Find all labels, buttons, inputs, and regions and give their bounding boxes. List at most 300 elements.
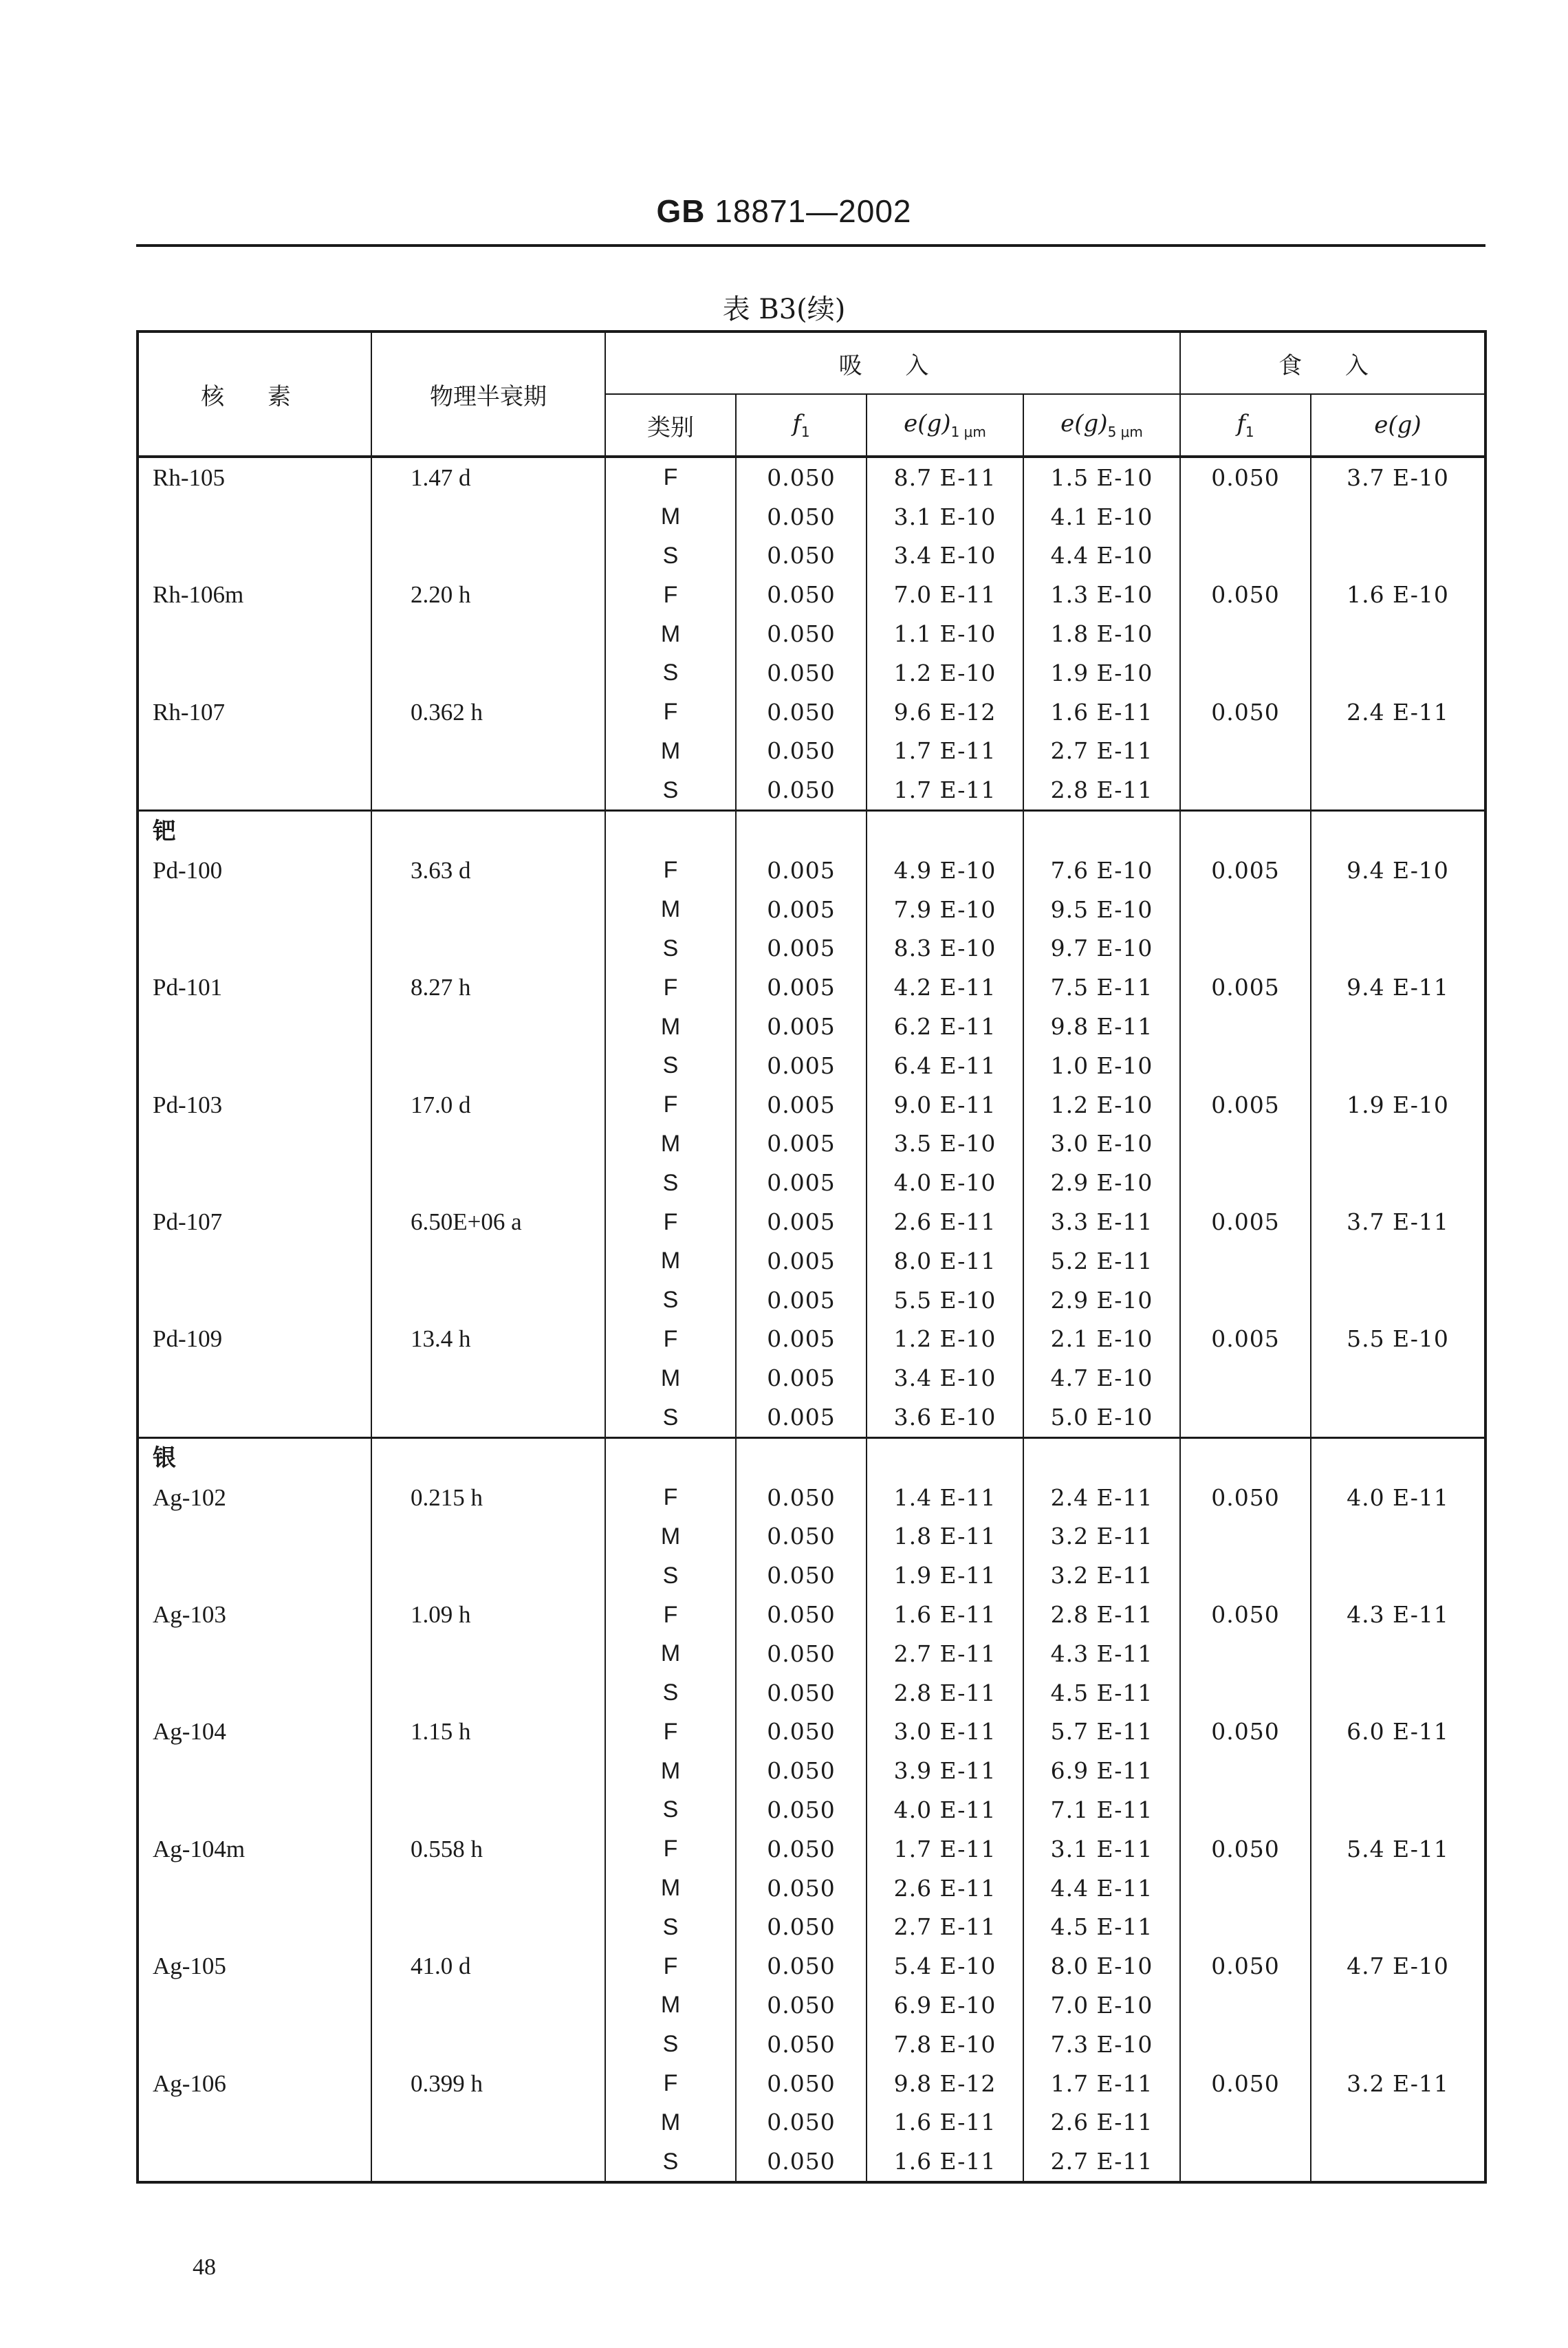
nuclide-cell: Rh-106m [138, 575, 371, 614]
table-row [138, 614, 1485, 653]
absorption-type-cell: M [605, 1007, 736, 1046]
e-5um-cell: 2.9 E-10 [1023, 1163, 1180, 1202]
nuclide-cell: Pd-107 [138, 1202, 371, 1241]
half-life-cell: 8.27 h [371, 968, 605, 1007]
absorption-type-cell: S [605, 1163, 736, 1202]
half-life-cell: 3.63 d [371, 851, 605, 890]
f1-ingestion-cell [1180, 1281, 1311, 1320]
e-ingestion-cell [1311, 1673, 1485, 1713]
f1-ingestion-cell [1180, 2025, 1311, 2064]
e-ingestion-cell [1311, 1556, 1485, 1595]
empty-cell [1180, 1437, 1311, 1477]
f1-ingestion-cell [1180, 1634, 1311, 1673]
col-header-e-ingestion: e(g) [1311, 394, 1485, 457]
f1-cell: 0.005 [736, 1202, 867, 1241]
standard-header [0, 193, 1568, 230]
absorption-type-cell: S [605, 1281, 736, 1320]
f1-cell: 0.050 [736, 1946, 867, 1986]
f1-ingestion-cell: 0.050 [1180, 457, 1311, 497]
absorption-type-cell: M [605, 732, 736, 771]
e-ingestion-cell [1311, 1046, 1485, 1085]
col-header-inhalation: 吸 入 [605, 331, 1180, 394]
e-5um-cell: 1.3 E-10 [1023, 575, 1180, 614]
half-life-cell: 0.399 h [371, 2064, 605, 2103]
f1-cell: 0.005 [736, 1007, 867, 1046]
table-row [138, 732, 1485, 771]
e-5um-cell: 2.8 E-11 [1023, 770, 1180, 810]
f1-cell: 0.050 [736, 693, 867, 732]
f1-cell: 0.005 [736, 929, 867, 968]
e-5um-cell: 7.3 E-10 [1023, 2025, 1180, 2064]
absorption-type-cell: F [605, 1320, 736, 1359]
e-ingestion-cell [1311, 770, 1485, 810]
e-5um-cell: 4.1 E-10 [1023, 497, 1180, 536]
half-life-cell: 1.47 d [371, 457, 605, 497]
table-body [138, 457, 1485, 2182]
e-1um-cell: 6.9 E-10 [867, 1986, 1023, 2025]
absorption-type-cell: S [605, 1907, 736, 1946]
f1-cell: 0.050 [736, 1595, 867, 1634]
f1-cell: 0.050 [736, 2142, 867, 2182]
absorption-type-cell: F [605, 457, 736, 497]
f1-cell: 0.005 [736, 1124, 867, 1164]
half-life-cell: 0.362 h [371, 693, 605, 732]
f1-cell: 0.050 [736, 1907, 867, 1946]
e-ingestion-cell [1311, 1358, 1485, 1398]
f1-ingestion-cell [1180, 1358, 1311, 1398]
f1-ingestion-cell [1180, 614, 1311, 653]
e-5um-cell: 8.0 E-10 [1023, 1946, 1180, 1986]
nuclide-cell: Ag-102 [138, 1478, 371, 1517]
e-1um-cell: 3.4 E-10 [867, 1358, 1023, 1398]
f1-ingestion-cell [1180, 1556, 1311, 1595]
f1-ingestion-cell [1180, 536, 1311, 576]
e-1um-cell: 4.0 E-10 [867, 1163, 1023, 1202]
absorption-type-cell: M [605, 1124, 736, 1164]
e-ingestion-cell [1311, 1790, 1485, 1829]
col-header-ingestion: 食 入 [1180, 331, 1485, 394]
e-1um-cell: 5.4 E-10 [867, 1946, 1023, 1986]
f1-ingestion-cell [1180, 1869, 1311, 1908]
e-5um-cell: 1.0 E-10 [1023, 1046, 1180, 1085]
e-5um-cell: 2.1 E-10 [1023, 1320, 1180, 1359]
nuclide-cell [138, 536, 371, 576]
half-life-cell [371, 1241, 605, 1281]
e-5um-cell: 4.5 E-11 [1023, 1673, 1180, 1713]
absorption-type-cell: F [605, 1478, 736, 1517]
table-row [138, 1281, 1485, 1320]
e-1um-cell: 2.8 E-11 [867, 1673, 1023, 1713]
table-row [138, 457, 1485, 497]
e-5um-cell: 6.9 E-11 [1023, 1751, 1180, 1790]
absorption-type-cell: M [605, 2102, 736, 2142]
nuclide-cell [138, 1907, 371, 1946]
absorption-type-cell: F [605, 693, 736, 732]
half-life-cell [371, 1124, 605, 1164]
f1-ingestion-cell [1180, 1046, 1311, 1085]
f1-cell: 0.050 [736, 1517, 867, 1556]
element-name: 银 [138, 1437, 371, 1477]
f1-ingestion-cell: 0.005 [1180, 968, 1311, 1007]
f1-ingestion-cell [1180, 1007, 1311, 1046]
e-5um-cell: 1.6 E-11 [1023, 693, 1180, 732]
col-header-f1-ingestion: $f_1$ [1180, 394, 1311, 457]
e-1um-cell: 1.1 E-10 [867, 614, 1023, 653]
col-header-f1: $f_1$ [736, 394, 867, 457]
f1-ingestion-cell [1180, 770, 1311, 810]
f1-cell: 0.050 [736, 732, 867, 771]
f1-cell: 0.050 [736, 770, 867, 810]
e-1um-cell: 3.5 E-10 [867, 1124, 1023, 1164]
f1-cell: 0.050 [736, 1713, 867, 1752]
e-ingestion-cell: 3.2 E-11 [1311, 2064, 1485, 2103]
e-1um-cell: 9.6 E-12 [867, 693, 1023, 732]
absorption-type-cell: M [605, 1869, 736, 1908]
half-life-cell [371, 2142, 605, 2182]
f1-cell: 0.005 [736, 1241, 867, 1281]
f1-ingestion-cell [1180, 929, 1311, 968]
table-row [138, 1398, 1485, 1437]
half-life-cell [371, 1556, 605, 1595]
e-ingestion-cell [1311, 890, 1485, 929]
e-5um-cell: 3.2 E-11 [1023, 1517, 1180, 1556]
e-1um-cell: 1.6 E-11 [867, 2102, 1023, 2142]
half-life-cell [371, 1634, 605, 1673]
half-life-cell [371, 1281, 605, 1320]
half-life-cell: 2.20 h [371, 575, 605, 614]
e-ingestion-cell: 4.0 E-11 [1311, 1478, 1485, 1517]
half-life-cell [371, 929, 605, 968]
e-ingestion-cell [1311, 653, 1485, 693]
half-life-cell [371, 1358, 605, 1398]
e-1um-cell: 8.3 E-10 [867, 929, 1023, 968]
f1-cell: 0.050 [736, 1673, 867, 1713]
e-ingestion-cell: 9.4 E-10 [1311, 851, 1485, 890]
e-5um-cell: 1.8 E-10 [1023, 614, 1180, 653]
e-5um-cell: 1.9 E-10 [1023, 653, 1180, 693]
e-5um-cell: 9.8 E-11 [1023, 1007, 1180, 1046]
f1-ingestion-cell [1180, 732, 1311, 771]
table-row [138, 2142, 1485, 2182]
e-5um-cell: 7.5 E-11 [1023, 968, 1180, 1007]
e-ingestion-cell [1311, 1281, 1485, 1320]
absorption-type-cell: F [605, 1713, 736, 1752]
table-row [138, 1673, 1485, 1713]
e-1um-cell: 4.2 E-11 [867, 968, 1023, 1007]
e-5um-cell: 7.6 E-10 [1023, 851, 1180, 890]
empty-cell [371, 811, 605, 851]
f1-cell: 0.005 [736, 1398, 867, 1437]
absorption-type-cell: S [605, 2142, 736, 2182]
e-ingestion-cell: 3.7 E-10 [1311, 457, 1485, 497]
absorption-type-cell: M [605, 1517, 736, 1556]
e-1um-cell: 3.0 E-11 [867, 1713, 1023, 1752]
table-row [138, 1046, 1485, 1085]
e-1um-cell: 3.1 E-10 [867, 497, 1023, 536]
f1-ingestion-cell [1180, 1398, 1311, 1437]
absorption-type-cell: M [605, 1986, 736, 2025]
e-5um-cell: 3.3 E-11 [1023, 1202, 1180, 1241]
nuclide-cell: Ag-106 [138, 2064, 371, 2103]
half-life-cell [371, 497, 605, 536]
e-ingestion-cell [1311, 497, 1485, 536]
table-row [138, 890, 1485, 929]
half-life-cell [371, 770, 605, 810]
half-life-cell: 6.50E+06 a [371, 1202, 605, 1241]
nuclide-cell [138, 1124, 371, 1164]
e-ingestion-cell: 1.6 E-10 [1311, 575, 1485, 614]
f1-ingestion-cell: 0.050 [1180, 693, 1311, 732]
f1-cell: 0.005 [736, 890, 867, 929]
dose-coefficient-table [136, 330, 1487, 2184]
e-ingestion-cell [1311, 2102, 1485, 2142]
e-5um-cell: 9.5 E-10 [1023, 890, 1180, 929]
table-row [138, 1595, 1485, 1634]
nuclide-cell [138, 890, 371, 929]
e-5um-cell: 4.3 E-11 [1023, 1634, 1180, 1673]
table-row [138, 1124, 1485, 1164]
absorption-type-cell: M [605, 1751, 736, 1790]
e-1um-cell: 8.7 E-11 [867, 457, 1023, 497]
f1-ingestion-cell [1180, 1241, 1311, 1281]
f1-cell: 0.050 [736, 2025, 867, 2064]
e-1um-cell: 3.4 E-10 [867, 536, 1023, 576]
nuclide-cell: Ag-105 [138, 1946, 371, 1986]
f1-ingestion-cell [1180, 1517, 1311, 1556]
table-row [138, 1202, 1485, 1241]
half-life-cell: 17.0 d [371, 1085, 605, 1124]
absorption-type-cell: M [605, 1358, 736, 1398]
nuclide-cell: Pd-100 [138, 851, 371, 890]
nuclide-cell [138, 1790, 371, 1829]
e-1um-cell: 1.4 E-11 [867, 1478, 1023, 1517]
f1-cell: 0.050 [736, 1829, 867, 1869]
table-caption: 表 B3(续) [722, 294, 846, 325]
nuclide-cell [138, 1046, 371, 1085]
table-row [138, 929, 1485, 968]
e-ingestion-cell: 2.4 E-11 [1311, 693, 1485, 732]
e-1um-cell: 3.9 E-11 [867, 1751, 1023, 1790]
col-header-half-life: 物理半衰期 [371, 331, 605, 457]
half-life-cell: 0.558 h [371, 1829, 605, 1869]
nuclide-cell [138, 614, 371, 653]
f1-cell: 0.050 [736, 614, 867, 653]
f1-ingestion-cell: 0.005 [1180, 1320, 1311, 1359]
e-ingestion-cell [1311, 1124, 1485, 1164]
e-5um-cell: 3.1 E-11 [1023, 1829, 1180, 1869]
e-ingestion-cell: 4.7 E-10 [1311, 1946, 1485, 1986]
f1-ingestion-cell: 0.050 [1180, 2064, 1311, 2103]
e-5um-cell: 5.0 E-10 [1023, 1398, 1180, 1437]
table-row [138, 851, 1485, 890]
absorption-type-cell: F [605, 1946, 736, 1986]
f1-ingestion-cell [1180, 2102, 1311, 2142]
f1-cell: 0.050 [736, 653, 867, 693]
f1-cell: 0.050 [736, 2102, 867, 2142]
e-1um-cell: 4.9 E-10 [867, 851, 1023, 890]
empty-cell [1023, 811, 1180, 851]
e-5um-cell: 5.7 E-11 [1023, 1713, 1180, 1752]
absorption-type-cell: S [605, 1790, 736, 1829]
half-life-cell [371, 1869, 605, 1908]
table-row [138, 693, 1485, 732]
e-5um-cell: 2.8 E-11 [1023, 1595, 1180, 1634]
f1-ingestion-cell: 0.050 [1180, 1829, 1311, 1869]
f1-cell: 0.005 [736, 1281, 867, 1320]
nuclide-cell [138, 1163, 371, 1202]
f1-ingestion-cell [1180, 890, 1311, 929]
half-life-cell: 0.215 h [371, 1478, 605, 1517]
half-life-cell [371, 1986, 605, 2025]
f1-cell: 0.050 [736, 1869, 867, 1908]
absorption-type-cell: S [605, 536, 736, 576]
table-row [138, 1007, 1485, 1046]
empty-cell [1311, 1437, 1485, 1477]
f1-ingestion-cell: 0.050 [1180, 1713, 1311, 1752]
e-5um-cell: 2.4 E-11 [1023, 1478, 1180, 1517]
f1-cell: 0.005 [736, 1358, 867, 1398]
e-5um-cell: 2.7 E-11 [1023, 2142, 1180, 2182]
e-ingestion-cell [1311, 1751, 1485, 1790]
e-ingestion-cell [1311, 614, 1485, 653]
table-row [138, 1517, 1485, 1556]
f1-ingestion-cell: 0.050 [1180, 575, 1311, 614]
e-5um-cell: 7.0 E-10 [1023, 1986, 1180, 2025]
table-row [138, 2025, 1485, 2064]
e-ingestion-cell [1311, 1517, 1485, 1556]
e-1um-cell: 2.7 E-11 [867, 1907, 1023, 1946]
nuclide-cell: Rh-107 [138, 693, 371, 732]
f1-ingestion-cell [1180, 653, 1311, 693]
nuclide-cell [138, 1281, 371, 1320]
e-ingestion-cell [1311, 1398, 1485, 1437]
f1-cell: 0.050 [736, 1986, 867, 2025]
f1-ingestion-cell: 0.005 [1180, 1202, 1311, 1241]
nuclide-cell [138, 2142, 371, 2182]
absorption-type-cell: S [605, 653, 736, 693]
f1-ingestion-cell [1180, 1986, 1311, 2025]
empty-cell [867, 811, 1023, 851]
absorption-type-cell: F [605, 851, 736, 890]
nuclide-cell [138, 1751, 371, 1790]
empty-cell [1023, 1437, 1180, 1477]
nuclide-cell [138, 2025, 371, 2064]
table-row [138, 1829, 1485, 1869]
f1-cell: 0.050 [736, 575, 867, 614]
e-1um-cell: 9.0 E-11 [867, 1085, 1023, 1124]
absorption-type-cell: S [605, 1046, 736, 1085]
e-1um-cell: 7.9 E-10 [867, 890, 1023, 929]
half-life-cell: 1.09 h [371, 1595, 605, 1634]
absorption-type-cell: S [605, 1673, 736, 1713]
empty-cell [1180, 811, 1311, 851]
table-row [138, 2064, 1485, 2103]
half-life-cell [371, 1907, 605, 1946]
table-row [138, 1556, 1485, 1595]
absorption-type-cell: M [605, 1241, 736, 1281]
col-header-type: 类别 [605, 394, 736, 457]
table-row [138, 653, 1485, 693]
nuclide-cell [138, 1398, 371, 1437]
half-life-cell [371, 653, 605, 693]
absorption-type-cell: S [605, 1398, 736, 1437]
e-ingestion-cell [1311, 1163, 1485, 1202]
col-header-e-1um: $e(g)_{1 \mu m}$ [867, 394, 1023, 457]
table-row [138, 1241, 1485, 1281]
f1-ingestion-cell: 0.005 [1180, 1085, 1311, 1124]
half-life-cell: 13.4 h [371, 1320, 605, 1359]
e-1um-cell: 5.5 E-10 [867, 1281, 1023, 1320]
standard-prefix: GB [656, 193, 706, 229]
e-5um-cell: 4.4 E-10 [1023, 536, 1180, 576]
nuclide-cell [138, 1634, 371, 1673]
e-1um-cell: 9.8 E-12 [867, 2064, 1023, 2103]
f1-cell: 0.050 [736, 497, 867, 536]
nuclide-cell [138, 497, 371, 536]
half-life-cell [371, 1751, 605, 1790]
nuclide-cell [138, 732, 371, 771]
f1-ingestion-cell [1180, 497, 1311, 536]
f1-ingestion-cell [1180, 1790, 1311, 1829]
half-life-cell [371, 1790, 605, 1829]
nuclide-cell: Rh-105 [138, 457, 371, 497]
e-5um-cell: 1.5 E-10 [1023, 457, 1180, 497]
half-life-cell [371, 614, 605, 653]
e-1um-cell: 2.6 E-11 [867, 1202, 1023, 1241]
e-1um-cell: 1.9 E-11 [867, 1556, 1023, 1595]
table-row [138, 1085, 1485, 1124]
f1-ingestion-cell: 0.050 [1180, 1946, 1311, 1986]
absorption-type-cell: M [605, 1634, 736, 1673]
absorption-type-cell: F [605, 2064, 736, 2103]
f1-ingestion-cell: 0.050 [1180, 1595, 1311, 1634]
e-ingestion-cell: 4.3 E-11 [1311, 1595, 1485, 1634]
table-row [138, 1634, 1485, 1673]
empty-cell [605, 1437, 736, 1477]
half-life-cell [371, 1517, 605, 1556]
f1-cell: 0.050 [736, 457, 867, 497]
table-row [138, 968, 1485, 1007]
e-1um-cell: 6.2 E-11 [867, 1007, 1023, 1046]
e-5um-cell: 2.7 E-11 [1023, 732, 1180, 771]
f1-cell: 0.005 [736, 1320, 867, 1359]
table-row [138, 1478, 1485, 1517]
table-row [138, 1907, 1485, 1946]
nuclide-cell: Ag-104m [138, 1829, 371, 1869]
nuclide-cell [138, 1241, 371, 1281]
e-ingestion-cell: 3.7 E-11 [1311, 1202, 1485, 1241]
table-row [138, 1751, 1485, 1790]
e-5um-cell: 3.2 E-11 [1023, 1556, 1180, 1595]
half-life-cell [371, 1007, 605, 1046]
f1-cell: 0.050 [736, 1634, 867, 1673]
e-1um-cell: 1.7 E-11 [867, 1829, 1023, 1869]
f1-ingestion-cell: 0.050 [1180, 1478, 1311, 1517]
nuclide-cell: Ag-104 [138, 1713, 371, 1752]
e-5um-cell: 5.2 E-11 [1023, 1241, 1180, 1281]
col-header-e-5um: $e(g)_{5 \mu m}$ [1023, 394, 1180, 457]
e-ingestion-cell [1311, 929, 1485, 968]
table-row [138, 770, 1485, 810]
table-row [138, 536, 1485, 576]
half-life-cell [371, 890, 605, 929]
e-1um-cell: 6.4 E-11 [867, 1046, 1023, 1085]
e-ingestion-cell [1311, 2025, 1485, 2064]
table-row [138, 2102, 1485, 2142]
f1-cell: 0.050 [736, 1790, 867, 1829]
table-row [138, 1163, 1485, 1202]
empty-cell [1311, 811, 1485, 851]
